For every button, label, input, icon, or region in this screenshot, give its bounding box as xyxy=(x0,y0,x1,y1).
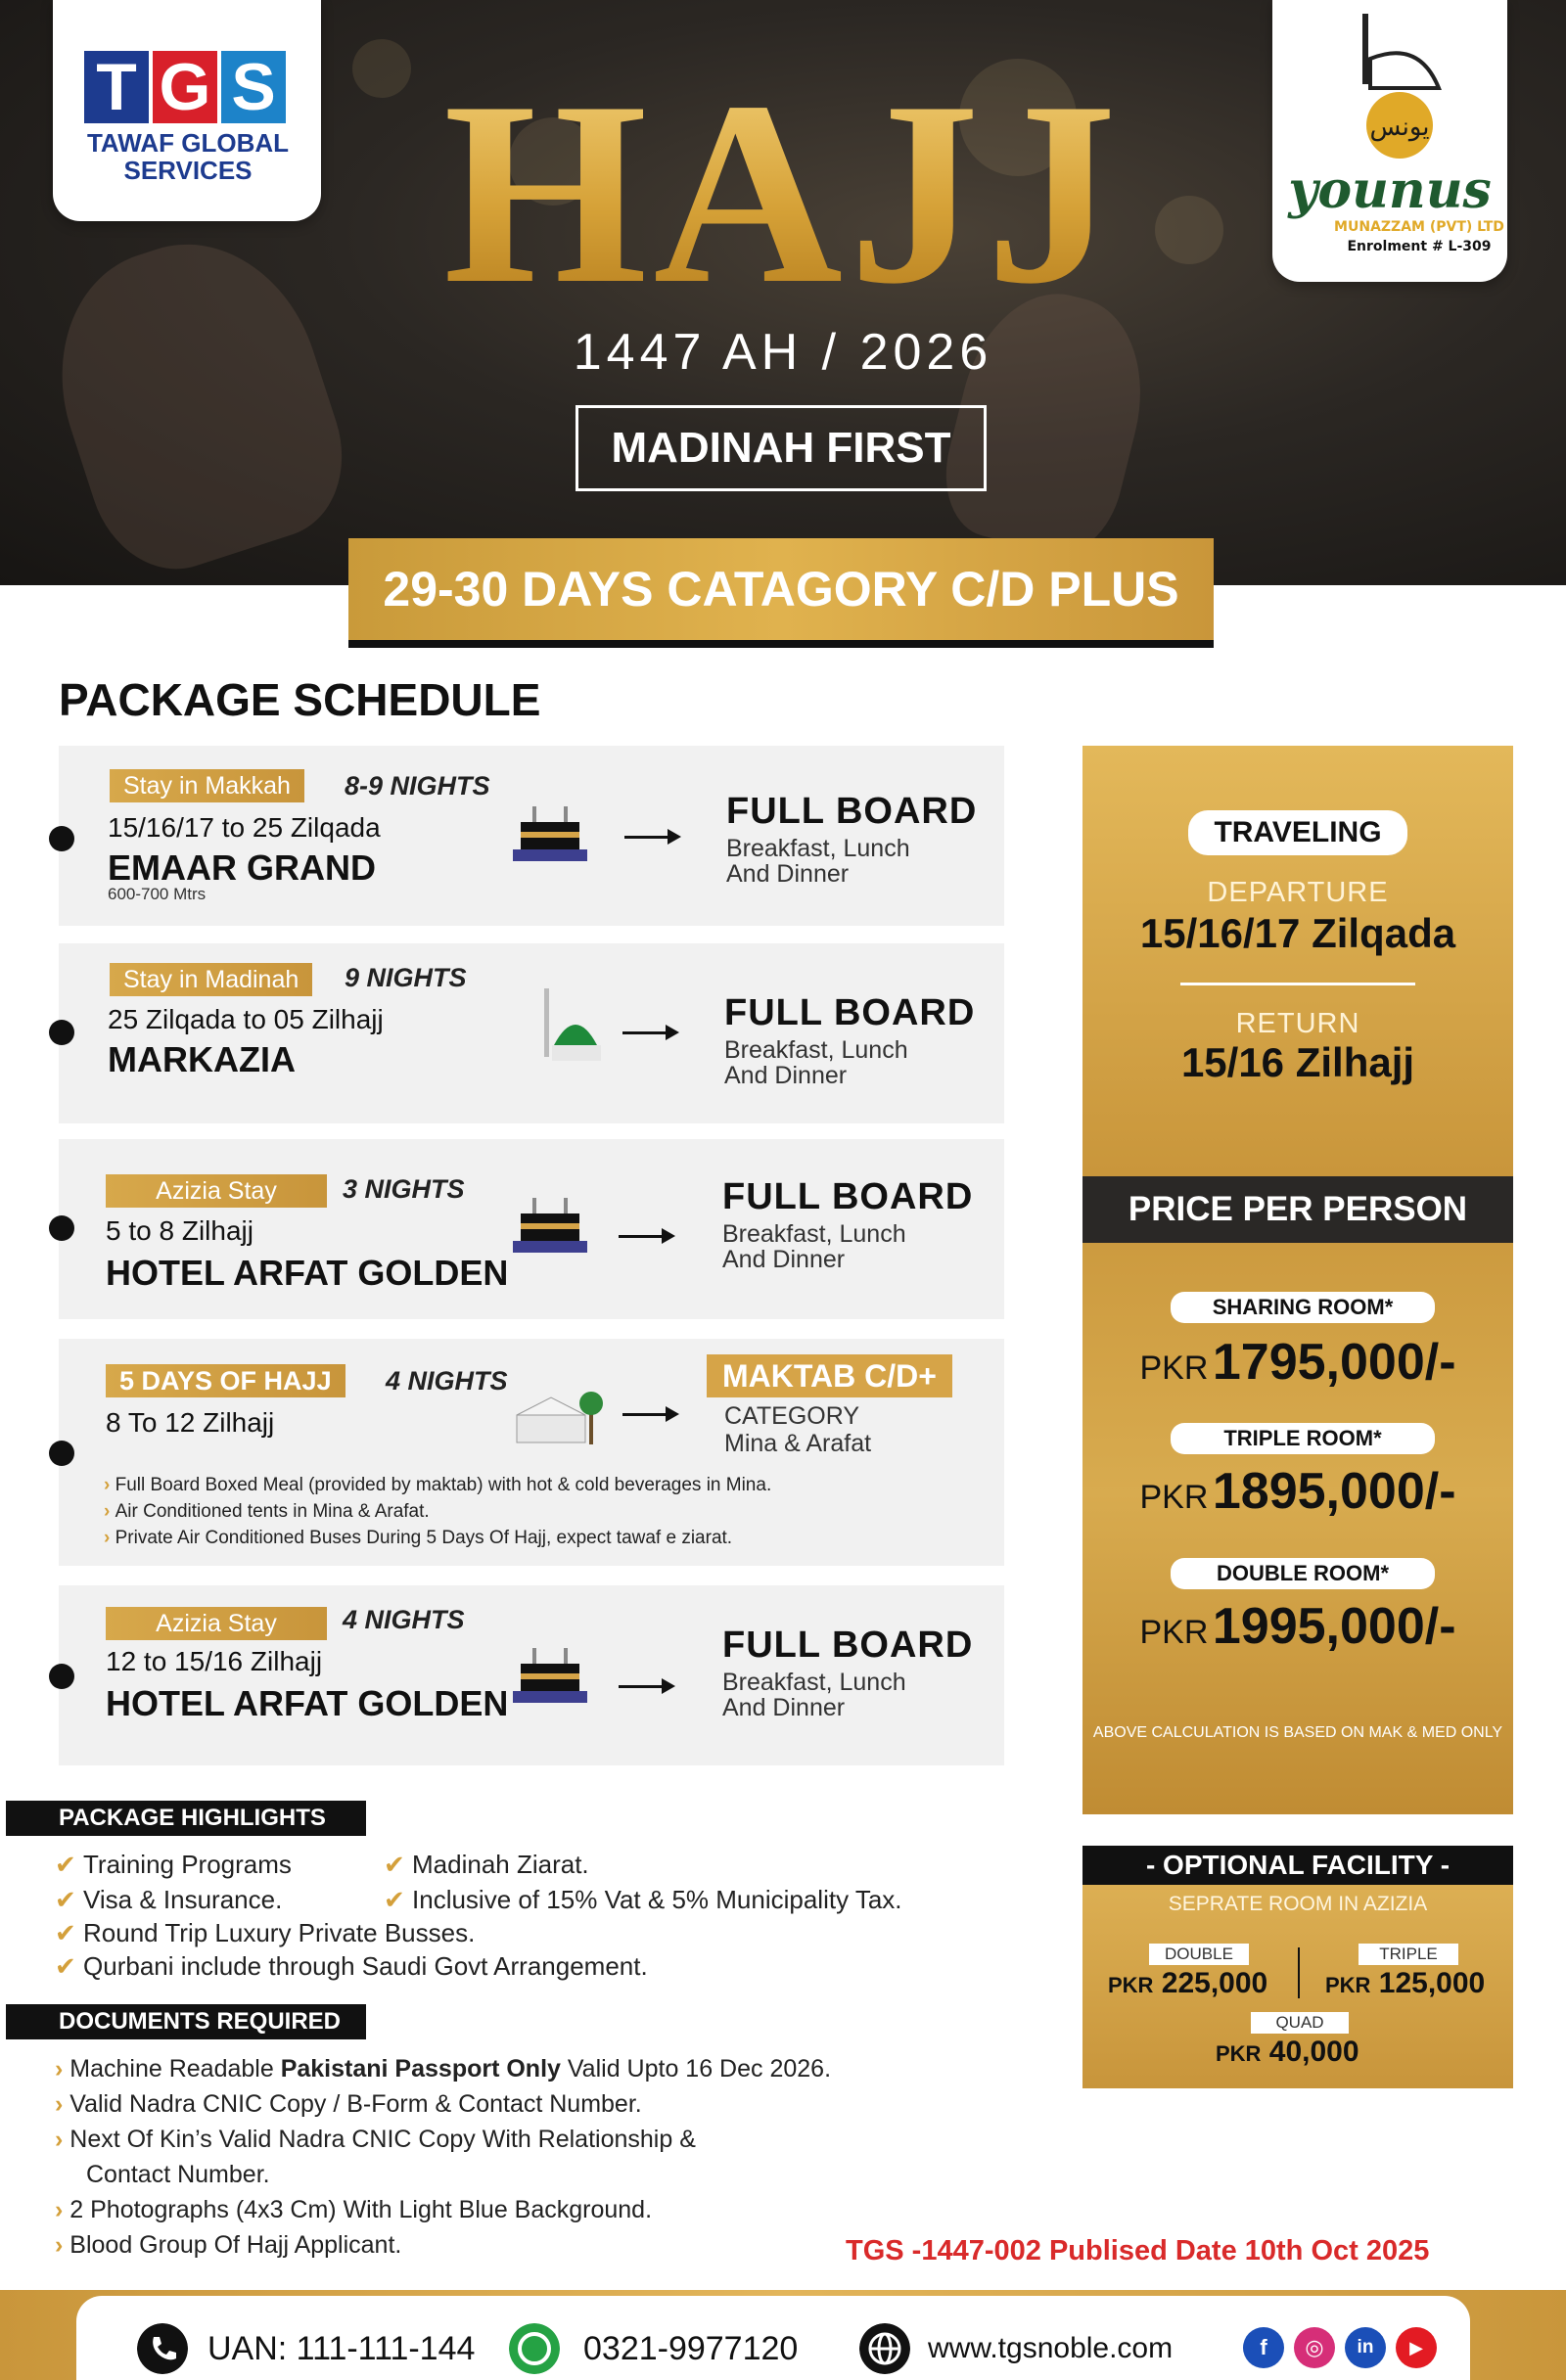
amount: 125,000 xyxy=(1378,1967,1486,1999)
document-item: › Next Of Kin’s Valid Nadra CNIC Copy With Relationship & xyxy=(55,2126,696,2153)
divider xyxy=(1180,983,1415,985)
option-label-triple: TRIPLE xyxy=(1359,1944,1458,1965)
youtube-icon[interactable]: ▶ xyxy=(1396,2327,1437,2368)
check-icon: ✔ xyxy=(384,1850,413,1879)
price-sharing xyxy=(1082,1333,1513,1392)
younus-logo xyxy=(1272,0,1507,282)
arrow-icon xyxy=(622,1413,675,1416)
uan-number[interactable]: UAN: 111-111-144 xyxy=(207,2330,476,2367)
package-schedule-title: PACKAGE SCHEDULE xyxy=(59,674,541,725)
whatsapp-icon xyxy=(509,2323,560,2374)
currency: PKR xyxy=(1108,1973,1154,1997)
amount: 1995,000/- xyxy=(1212,1598,1456,1655)
chevron-right-icon: › xyxy=(104,1528,115,1548)
meal-plan-title: FULL BOARD xyxy=(722,1176,974,1217)
check-icon: ✔ xyxy=(55,1850,84,1879)
optional-facility-box xyxy=(1082,1846,1513,2088)
tgs-letters xyxy=(84,51,286,123)
currency: PKR xyxy=(1139,1350,1209,1387)
maktab-line1: CATEGORY xyxy=(724,1402,859,1430)
room-label-sharing: SHARING ROOM* xyxy=(1171,1292,1435,1323)
option-label-quad: QUAD xyxy=(1251,2012,1349,2034)
whatsapp-number[interactable]: 0321-9977120 xyxy=(583,2330,799,2367)
meal-plan-line1: Breakfast, Lunch xyxy=(726,835,910,862)
highlight-item: ✔ Visa & Insurance. xyxy=(55,1885,283,1914)
younus-name: younus xyxy=(1288,160,1492,220)
documents-required-title: DOCUMENTS REQUIRED xyxy=(6,2004,366,2039)
hotel-name: MARKAZIA xyxy=(108,1039,296,1079)
tgs-company-name xyxy=(80,129,296,184)
check-icon: ✔ xyxy=(384,1885,413,1914)
meal-plan-title: FULL BOARD xyxy=(722,1625,974,1666)
room-label-triple: TRIPLE ROOM* xyxy=(1171,1423,1435,1454)
package-highlights-title: PACKAGE HIGHLIGHTS xyxy=(6,1801,366,1836)
return-date: 15/16 Zilhajj xyxy=(1180,1039,1415,1085)
hajj-note: › Full Board Boxed Meal (provided by maktab) with hot & cold beverages in Mina. xyxy=(104,1475,772,1495)
document-item-continued: Contact Number. xyxy=(86,2161,270,2188)
option-price-quad xyxy=(1216,2036,1359,2069)
highlight-item: ✔ Inclusive of 15% Vat & 5% Municipality Tax. xyxy=(384,1885,902,1914)
return-label: RETURN xyxy=(1235,1008,1360,1039)
date-range: 15/16/17 to 25 Zilqada xyxy=(108,812,381,843)
departure-date: 15/16/17 Zilqada xyxy=(1139,910,1456,956)
amount: 40,000 xyxy=(1268,2036,1359,2068)
meal-plan-line1: Breakfast, Lunch xyxy=(724,1036,908,1064)
distance-label: 600-700 Mtrs xyxy=(108,885,207,903)
chevron-right-icon: › xyxy=(104,1501,115,1522)
schedule-item-hajj-days xyxy=(59,1339,1004,1566)
document-item: › Machine Readable Pakistani Passport Only Valid Upto 16 Dec 2026. xyxy=(55,2055,832,2082)
nights-label: 8-9 NIGHTS xyxy=(345,771,490,801)
meal-plan-line1: Breakfast, Lunch xyxy=(722,1220,906,1248)
nights-label: 9 NIGHTS xyxy=(345,963,467,992)
website-link[interactable]: www.tgsnoble.com xyxy=(928,2332,1174,2364)
amount: 225,000 xyxy=(1161,1967,1268,1999)
chevron-right-icon: › xyxy=(55,2090,70,2118)
document-item: › Valid Nadra CNIC Copy / B-Form & Contact Number. xyxy=(55,2090,642,2118)
nights-label: 4 NIGHTS xyxy=(386,1366,508,1396)
tgs-name-line1: TAWAF GLOBAL xyxy=(86,128,290,158)
price-triple xyxy=(1082,1462,1513,1521)
amount: 1795,000/- xyxy=(1212,1334,1456,1391)
chevron-right-icon: › xyxy=(55,2196,70,2223)
currency: PKR xyxy=(1139,1479,1209,1516)
tgs-name-line2: SERVICES xyxy=(123,156,253,185)
arrow-icon xyxy=(624,836,677,839)
stay-tag: Stay in Makkah xyxy=(110,769,304,802)
stay-tag: 5 DAYS OF HAJJ xyxy=(106,1364,345,1397)
document-item: › 2 Photographs (4x3 Cm) With Light Blue Background. xyxy=(55,2196,653,2223)
bullet-dot xyxy=(49,1664,74,1689)
document-item: › Blood Group Of Hajj Applicant. xyxy=(55,2231,402,2259)
check-icon: ✔ xyxy=(55,1918,84,1947)
date-range: 5 to 8 Zilhajj xyxy=(106,1215,253,1246)
highlight-item: ✔ Qurbani include through Saudi Govt Arrangement. xyxy=(55,1951,648,1981)
stay-tag: Stay in Madinah xyxy=(110,963,312,996)
departure-label: DEPARTURE xyxy=(1207,877,1389,908)
schedule-item-madinah xyxy=(59,943,1004,1123)
tgs-letter-s: S xyxy=(221,51,286,123)
hotel-name: HOTEL ARFAT GOLDEN xyxy=(106,1253,509,1293)
stay-tag: Azizia Stay xyxy=(106,1174,327,1208)
hajj-notes-list xyxy=(104,1472,771,1551)
meal-plan-title: FULL BOARD xyxy=(724,992,976,1033)
date-range: 12 to 15/16 Zilhajj xyxy=(106,1646,323,1676)
currency: PKR xyxy=(1325,1973,1371,1997)
meal-plan-line2: And Dinner xyxy=(722,1694,846,1721)
younus-arabic: يونس xyxy=(1369,113,1430,142)
published-date: TGS -1447-002 Publised Date 10th Oct 2025 xyxy=(846,2235,1430,2266)
green-dome-icon xyxy=(538,984,607,1069)
hajj-note: › Private Air Conditioned Buses During 5 Days Of Hajj, expect tawaf e ziarat. xyxy=(104,1528,733,1548)
price-per-person-title: PRICE PER PERSON xyxy=(1082,1176,1513,1243)
arrow-icon xyxy=(622,1031,675,1034)
hajj-title: HAJJ xyxy=(0,61,1566,325)
highlight-item: ✔ Round Trip Luxury Private Busses. xyxy=(55,1918,476,1947)
schedule-item-azizia-2 xyxy=(59,1585,1004,1765)
mina-tent-icon xyxy=(511,1390,609,1448)
meal-plan-line2: And Dinner xyxy=(724,1062,848,1089)
option-price-double xyxy=(1108,1967,1267,2000)
phone-icon xyxy=(137,2323,188,2374)
hajj-year: 1447 AH / 2026 xyxy=(573,324,993,381)
kaaba-icon xyxy=(511,1642,589,1711)
arrow-icon xyxy=(619,1685,671,1688)
schedule-item-azizia-1 xyxy=(59,1139,1004,1319)
highlight-item: ✔ Madinah Ziarat. xyxy=(384,1850,589,1879)
room-label-double: DOUBLE ROOM* xyxy=(1171,1558,1435,1589)
facebook-icon[interactable]: f xyxy=(1243,2327,1284,2368)
hotel-name: HOTEL ARFAT GOLDEN xyxy=(106,1683,509,1723)
chevron-right-icon: › xyxy=(55,2055,70,2082)
divider xyxy=(1298,1947,1300,1998)
bullet-dot xyxy=(49,1215,74,1241)
price-panel xyxy=(1082,746,1513,1814)
category-banner: 29-30 DAYS CATAGORY C/D PLUS xyxy=(348,538,1214,640)
check-icon: ✔ xyxy=(55,1951,84,1981)
globe-icon xyxy=(859,2323,910,2374)
bullet-dot xyxy=(49,1020,74,1045)
hotel-name: EMAAR GRAND xyxy=(108,847,376,888)
schedule-item-makkah xyxy=(59,746,1004,926)
arrow-icon xyxy=(619,1235,671,1238)
option-price-triple xyxy=(1325,1967,1485,2000)
hajj-note: › Air Conditioned tents in Mina & Arafat. xyxy=(104,1501,430,1522)
currency: PKR xyxy=(1216,2041,1262,2066)
meal-plan-line2: And Dinner xyxy=(726,860,850,888)
bullet-dot xyxy=(49,826,74,851)
linkedin-icon[interactable]: in xyxy=(1345,2327,1386,2368)
kaaba-icon xyxy=(511,1192,589,1260)
younus-sub: MUNAZZAM (PVT) LTD xyxy=(1334,219,1504,235)
date-range: 8 To 12 Zilhajj xyxy=(106,1407,275,1438)
tgs-letter-t: T xyxy=(84,51,149,123)
chevron-right-icon: › xyxy=(55,2126,70,2153)
nights-label: 3 NIGHTS xyxy=(343,1174,465,1204)
meal-plan-line1: Breakfast, Lunch xyxy=(722,1669,906,1696)
younus-emblem xyxy=(1272,0,1507,282)
traveling-pill: TRAVELING xyxy=(1188,810,1407,855)
maktab-badge: MAKTAB C/D+ xyxy=(707,1354,952,1397)
madinah-first-badge: MADINAH FIRST xyxy=(576,405,987,491)
option-label-double: DOUBLE xyxy=(1149,1944,1249,1965)
kaaba-icon xyxy=(511,801,589,869)
amount: 1895,000/- xyxy=(1212,1463,1456,1520)
optional-facility-title: - OPTIONAL FACILITY - xyxy=(1082,1846,1513,1885)
younus-enrolment: Enrolment # L-309 xyxy=(1347,239,1492,254)
check-icon: ✔ xyxy=(55,1885,84,1914)
calculation-note: ABOVE CALCULATION IS BASED ON MAK & MED ONLY xyxy=(1092,1724,1503,1741)
highlight-item: ✔ Training Programs xyxy=(55,1850,292,1879)
date-range: 25 Zilqada to 05 Zilhajj xyxy=(108,1004,384,1034)
maktab-line2: Mina & Arafat xyxy=(724,1430,872,1457)
chevron-right-icon: › xyxy=(104,1475,115,1495)
tgs-logo xyxy=(53,0,321,221)
meal-plan-line2: And Dinner xyxy=(722,1246,846,1273)
tgs-letter-g: G xyxy=(153,51,217,123)
chevron-right-icon: › xyxy=(55,2231,70,2259)
price-double xyxy=(1082,1597,1513,1656)
meal-plan-title: FULL BOARD xyxy=(726,791,978,832)
optional-facility-subtitle: SEPRATE ROOM IN AZIZIA xyxy=(1168,1893,1428,1915)
stay-tag: Azizia Stay xyxy=(106,1607,327,1640)
bullet-dot xyxy=(49,1441,74,1466)
nights-label: 4 NIGHTS xyxy=(343,1605,465,1634)
currency: PKR xyxy=(1139,1614,1209,1651)
instagram-icon[interactable]: ◎ xyxy=(1294,2327,1335,2368)
